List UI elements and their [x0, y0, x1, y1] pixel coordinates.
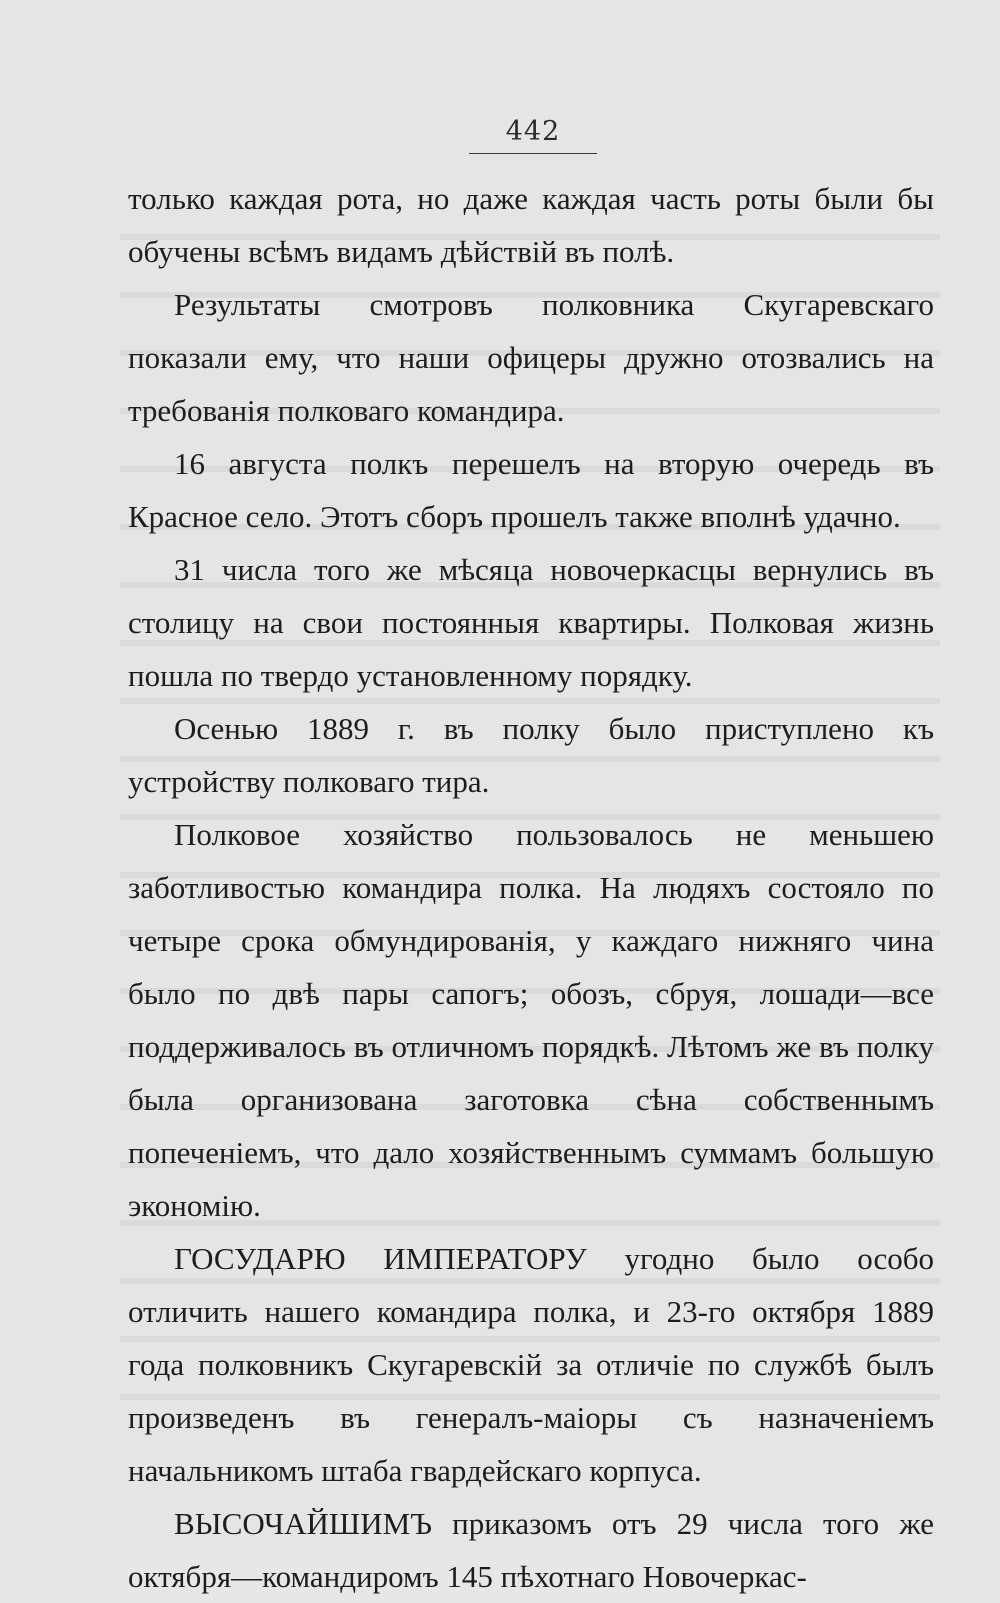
text-body — [128, 172, 934, 1603]
page-header — [468, 116, 598, 154]
page-number: 442 — [505, 116, 561, 147]
paragraph: Осенью 1889 г. въ полку было приступлено къ устройству полковаго тира. — [128, 711, 934, 799]
paragraph: 31 числа того же мѣсяца новочеркасцы вернулись въ столицу на свои постоянныя квартиры. Полковая жизнь пошла по твердо установленному порядку. — [128, 552, 934, 693]
paragraph: Результаты смотровъ полковника Скугаревскаго показали ему, что наши офицеры дружно отозвались на требованiя полковаго командира. — [128, 287, 934, 428]
paragraph: Полковое хозяйство пользовалось не меньшею заботливостью командира полка. На людяхъ состояло по четыре срока обмундированiя, у каждаго нижняго чина было по двѣ пары сапогъ; обозъ, сбруя, лошади—все поддерживалось въ отличномъ порядкѣ. Лѣтомъ же въ полку была организована заготовка сѣна собственнымъ попеченiемъ, что дало хозяйственнымъ суммамъ большую экономiю. — [128, 817, 934, 1223]
header-rule — [469, 153, 597, 154]
paragraph: 16 августа полкъ перешелъ на вторую очередь въ Красное село. Этотъ сборъ прошелъ также вполнѣ удачно. — [128, 446, 934, 534]
paragraph: ГОСУДАРЮ ИМПЕРАТОРУ угодно было особо отличить нашего командира полка, и 23-го октября 1889 года полковникъ Скугаревскiй за отличiе по службѣ былъ произведенъ въ генералъ-маiоры съ назначенiемъ начальникомъ штаба гвардейскаго корпуса. — [128, 1241, 934, 1488]
paragraph-continuation: только каждая рота, но даже каждая часть роты были бы обучены всѣмъ видамъ дѣйствiй въ полѣ. — [128, 181, 934, 269]
paragraph: ВЫСОЧАЙШИМЪ приказомъ отъ 29 числа того же октября—командиромъ 145 пѣхотнаго Новочеркас- — [128, 1506, 934, 1594]
